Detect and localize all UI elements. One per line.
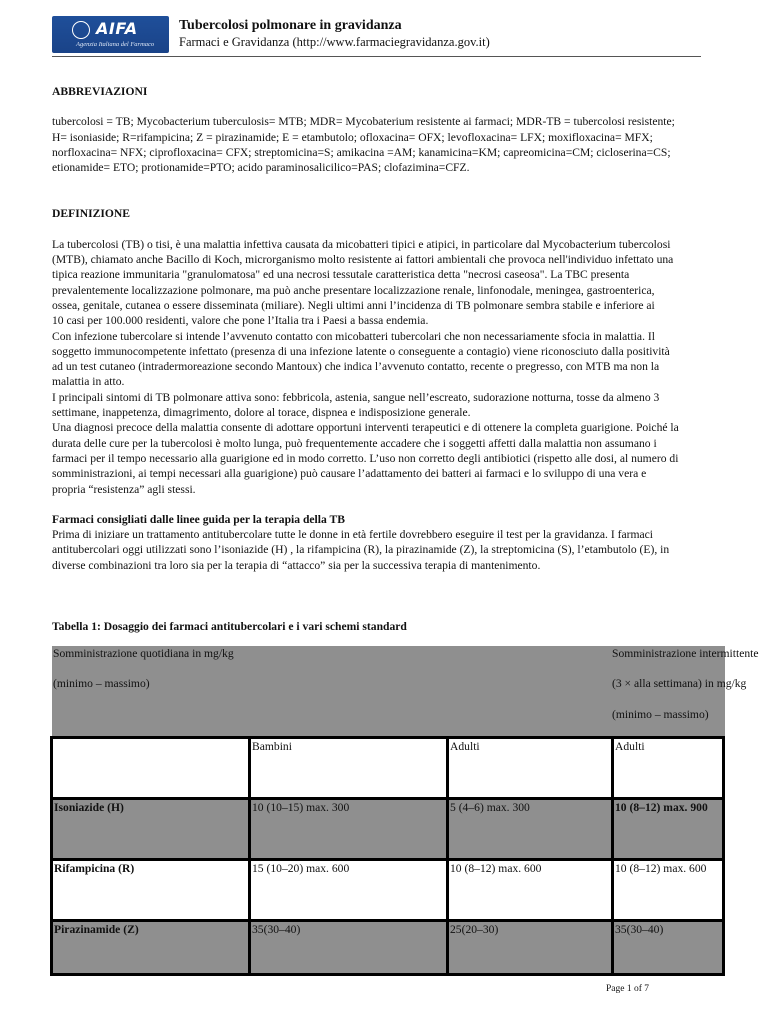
definizione-paragraph: Con infezione tubercolare si intende l’avvenuto contatto con micobatteri tubercolari che non necessariamente sfocia in malattia. Il soggetto immunocompetente infettato (presenza di una infezione latente o conseguente a contagio) viene riconosciuto dalla positività ad un test cutaneo (intradermoreazione secondo Mantoux) che indica l’avvenuto contatto, recente o pregresso, con MTB ma non la malattia in atto. [52,329,670,389]
abbreviazioni-heading: ABBREVIAZIONI [52,85,148,98]
page-number: Page 1 of 7 [606,984,650,994]
table-cell-adulti: 5 (4–6) max. 300 [446,797,614,861]
column-header-bambini: Bambini [248,736,449,800]
aifa-logo [52,16,169,53]
intermittent-frequency: (3 × alla settimana) in mg/kg [612,677,747,691]
table-cell-adulti: 10 (8–12) max. 600 [446,858,614,922]
daily-title: Somministrazione quotidiana in mg/kg [53,647,234,660]
abbreviazioni-text: tubercolosi = TB; Mycobacterium tuberculosis= MTB; MDR= Mycobaterium resistente ai farmaci; MDR-TB = tubercolosi resistente; H= isoniaside; R=rifampicina; Z = pirazinamide; E = etambutolo; ofloxacina= OFX; levofloxacina= LFX; moxifloxacina= MFX; norfloxacina= NFX; ciprofloxacina= CFX; streptomicina=S; amikacina =AM; kanamicina=KM; capreomicina=CM; cicloserina=CS; etionamide= ETO; protionamide=PTO; acido paraminosalicilico=PAS; clofazimina=CFZ. [52,115,675,175]
table-row-drug: Pirazinamide (Z) [50,919,251,976]
definizione-paragraph: 10 casi per 100.000 residenti, valore che pone l’Italia tra i Paesi a bassa endemia. [52,314,429,328]
definizione-paragraph: La tubercolosi (TB) o tisi, è una malattia infettiva causata da micobatteri tipici e atipici, in particolare dal Mycobacterium tubercolosi (MTB), chiamato anche Bacillo di Koch, microrganismo molto resistente ai fattori ambientali che provoca nell'individuo infettato una tipica reazione immunitaria "granulomatosa" ed una necrosi tessutale caratteristica detta "necrosi caseosa". La TBC presenta prevalentemente localizzazione polmonare, ma può anche presentare localizzazione renale, linfonodale, meningea, gastroenterica, ossea, genitale, cutanea o essere disseminata (miliare). Negli ultimi anni l’incidenza di TB polmonare sembra stabile e inferiore ai [52,237,674,312]
definizione-paragraph: Una diagnosi precoce della malattia consente di adottare opportuni interventi terapeutici e di ottenere la completa guarigione. Poiché la durata delle cure per la tubercolosi è molto lunga, può frequentemente accadere che i soggetti affetti dalla malattia non assumano i farmaci per il tempo necessario alla guarigione ed in modo corretto. L’uso non corretto degli antibiotici (rispetto alle dosi, al numero di somministrazioni, ai tempi necessari alla guarigione) può causare l’adattamento dei batteri ai farmaci e lo sviluppo di una vera e propria “resistenza” agli stessi. [52,421,679,496]
definizione-heading: DEFINIZIONE [52,207,130,221]
page-header [52,14,701,54]
dosage-table [50,646,759,976]
column-header-adulti-intermittent: Adulti [611,736,725,800]
definizione-paragraph: I principali sintomi di TB polmonare attiva sono: febbricola, astenia, sangue nell’escreato, sudorazione notturna, tosse da almeno 3 settimane, inappetenza, dimagrimento, dolore al torace, dispnea e indisposizione generale. [52,390,660,420]
farmaci-heading: Farmaci consigliati dalle linee guida per la terapia della TB [52,512,345,526]
column-header-empty [50,736,251,800]
farmaci-text: Prima di iniziare un trattamento antitubercolare tutte le donne in età fertile dovrebbero eseguire il test per la gravidanza. I farmaci antitubercolari oggi utilizzati sono l’isoniazide (H) , la rifampicina (R), la pirazinamide (Z), la streptomicina (S), l’etambutolo (E), in diverse combinazioni tra loro sia per la terapia di “attacco” sia per la successiva terapia di mantenimento. [52,528,670,572]
header-intermittent [611,646,759,738]
document-body [52,84,682,634]
header-daily [52,646,613,738]
table-cell-intermittent: 10 (8–12) max. 900 [611,797,725,861]
table-cell-intermittent: 10 (8–12) max. 600 [611,858,725,922]
logo-subtitle: Agenzia Italiana del Farmaco [76,41,155,48]
column-header-adulti: Adulti [446,736,614,800]
document-subtitle: Farmaci e Gravidanza (http://www.farmaciegravidanza.gov.it) [179,35,490,49]
table-cell-bambini: 10 (10–15) max. 300 [248,797,449,861]
table-cell-bambini: 15 (10–20) max. 600 [248,858,449,922]
logo-text: AIFA [96,19,138,38]
table-row-drug: Isoniazide (H) [50,797,251,861]
header-divider [52,56,701,57]
table-cell-bambini: 35(30–40) [248,919,449,976]
intermittent-range: (minimo – massimo) [612,707,709,721]
table-cell-intermittent: 35(30–40) [611,919,725,976]
table-caption: Tabella 1: Dosaggio dei farmaci antitubercolari e i vari schemi standard [52,620,407,634]
table-row-drug: Rifampicina (R) [50,858,251,922]
table-cell-adulti: 25(20–30) [446,919,614,976]
document-title: Tubercolosi polmonare in gravidanza [179,18,402,33]
intermittent-title: Somministrazione intermittente [612,647,759,660]
daily-range: (minimo – massimo) [53,677,150,691]
emblem-icon [72,21,90,39]
